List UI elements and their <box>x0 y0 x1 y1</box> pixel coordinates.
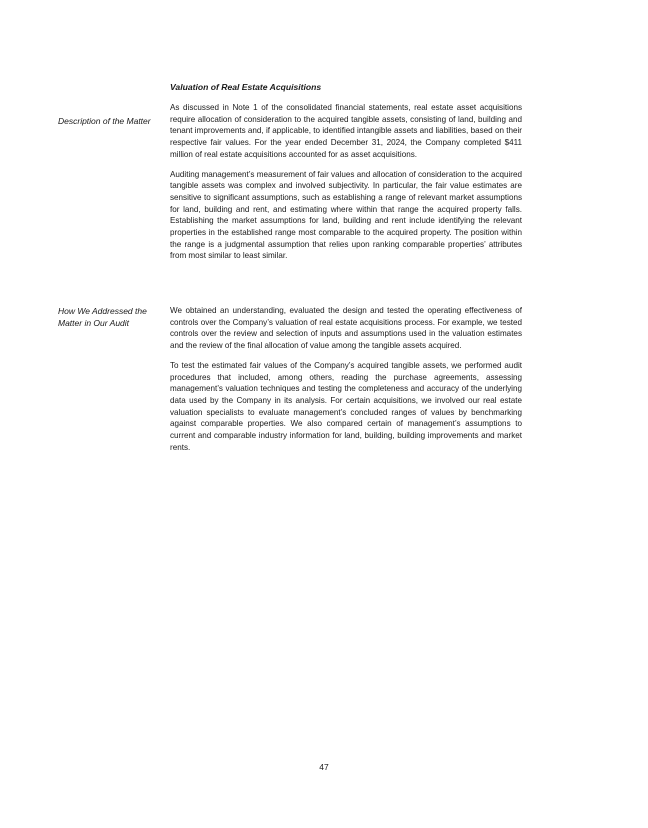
page-number: 47 <box>319 762 329 772</box>
description-paragraph-1: As discussed in Note 1 of the consolidated financial statements, real estate asset acquisitions require allocation of consideration to the acquired tangible assets, consisting of land, building and tenant improvements and, if applicable, to identified intangible assets and liabilities, based on their respective fair values. For the year ended December 31, 2024, the Company completed $411 million of real estate acquisitions accounted for as asset acquisitions. <box>170 103 522 159</box>
addressed-body <box>170 305 522 461</box>
description-label: Description of the Matter <box>58 116 151 126</box>
section-heading: Valuation of Real Estate Acquisitions <box>170 82 322 92</box>
addressed-label: How We Addressed the Matter in Our Audit <box>58 306 147 328</box>
addressed-paragraph-1: We obtained an understanding, evaluated the design and tested the operating effectiveness of controls over the Company’s valuation of real estate acquisitions process. For example, we tested controls over the review and selection of inputs and assumptions used in the valuation estimates and the review of the final allocation of value among the tangible assets acquired. <box>170 306 522 351</box>
description-paragraph-2: Auditing management’s measurement of fair values and allocation of consideration to the acquired tangible assets was complex and involved subjectivity. In particular, the fair value estimates are sensitive to significant assumptions, such as establishing a range of relevant market assumptions for land, building and rent, and estimating where within that range the acquired property falls. Establishing the market assumptions for land, building and rent include identifying the relevant properties in the established range most comparable to the acquired property. The position within the range is a judgmental assumption that relies upon ranking comparable properties’ attributes from most similar to least similar. <box>170 169 522 261</box>
addressed-paragraph-2: To test the estimated fair values of the Company’s acquired tangible assets, we performed audit procedures that included, among others, reading the purchase agreements, assessing management’s valuation techniques and testing the completeness and accuracy of the underlying data used by the Company in its analysis. For certain acquisitions, we involved our real estate valuation specialists to evaluate management’s concluded ranges of values by benchmarking against comparable properties. We also compared certain of management’s assumptions to current and comparable industry information for land, building, building improvements and market rents. <box>170 360 522 452</box>
description-body <box>170 102 522 270</box>
